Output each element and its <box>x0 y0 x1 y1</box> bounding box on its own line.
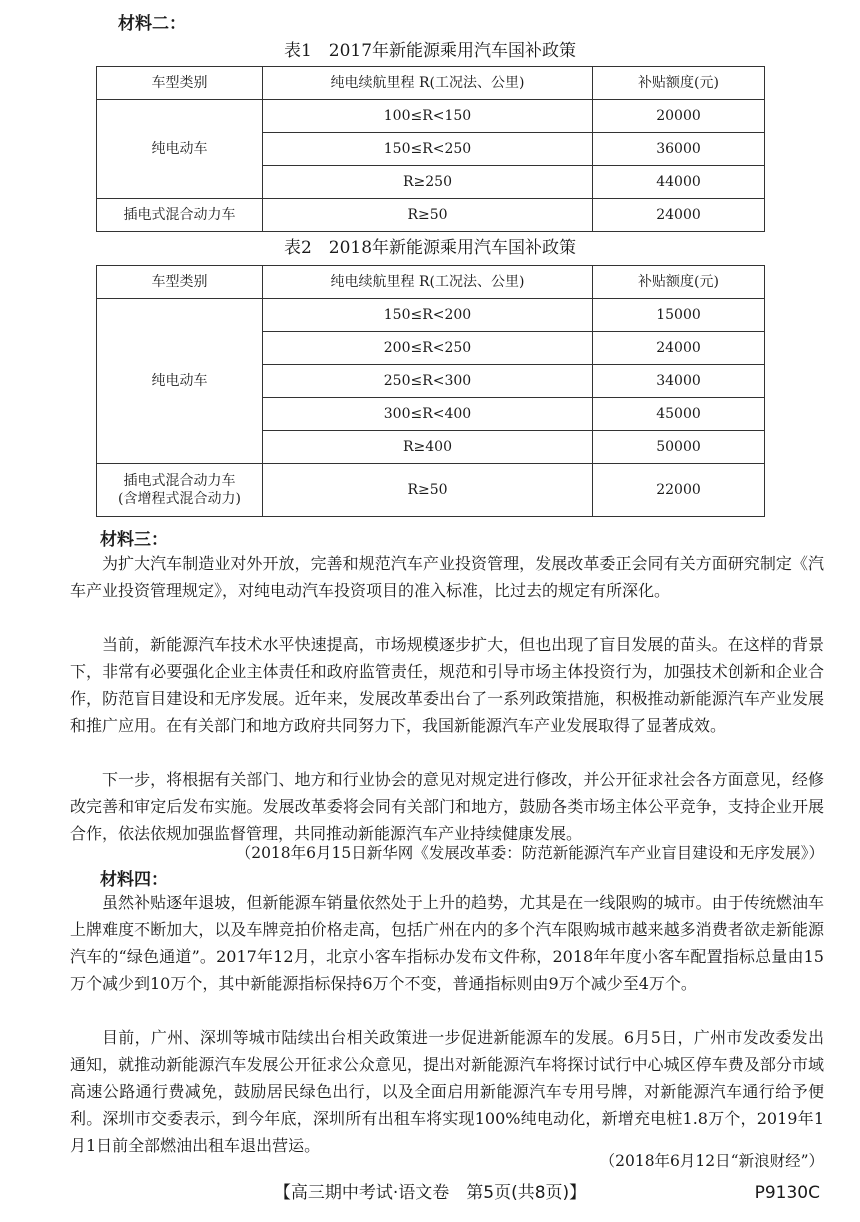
table1-header-row <box>97 67 765 100</box>
table2-bev-label: 纯电动车 <box>97 299 263 464</box>
table1-title: 表1 2017年新能源乘用汽车国补政策 <box>283 41 577 61</box>
table2-header-range: 纯电续航里程 R(工况法、公里) <box>263 266 593 299</box>
table2-range-cell: 150≤R<200 <box>263 299 593 332</box>
table1-range-cell: 150≤R<250 <box>263 133 593 166</box>
table2-range-cell: R≥50 <box>263 464 593 517</box>
material3-paragraph-1: 为扩大汽车制造业对外开放，完善和规范汽车产业投资管理，发展改革委正会同有关方面研究制定《汽车产业投资管理规定》，对纯电动汽车投资项目的准入标准，比过去的规定有所深化。 <box>70 554 824 600</box>
table2-range-cell: 300≤R<400 <box>263 398 593 431</box>
table1-range-cell: R≥50 <box>263 199 593 232</box>
material3-heading: 材料三： <box>100 530 168 550</box>
table-row <box>97 299 765 332</box>
table2-phev-label-line2: (含增程式混合动力) <box>118 491 241 507</box>
material3-paragraph-2: 当前，新能源汽车技术水平快速提高，市场规模逐步扩大，但也出现了盲目发展的苗头。在这样的背景下，非常有必要强化企业主体责任和政府监管责任，规范和引导市场主体投资行为，加强技术创新和企业合作，防范盲目建设和无序发展。近年来，发展改革委出台了一系列政策措施，积极推动新能源汽车产业发展和推广应用。在有关部门和地方政府共同努力下，我国新能源汽车产业发展取得了显著成效。 <box>70 635 824 735</box>
table2-header-amount: 补贴额度(元) <box>593 266 765 299</box>
material4-paragraph-1: 虽然补贴逐年退坡，但新能源车销量依然处于上升的趋势，尤其是在一线限购的城市。由于传统燃油车上牌难度不断加大，以及车牌竞拍价格走高，包括广州在内的多个汽车限购城市越来越多消费者欲走新能源汽车的“绿色通道”。2017年12月，北京小客车指标办发布文件称，2018年年度小客车配置指标总量由15万个减少到10万个，其中新能源指标保持6万个不变，普通指标则由9万个减少至4万个。 <box>70 893 824 993</box>
table2-amount-cell: 15000 <box>593 299 765 332</box>
table-row <box>97 199 765 232</box>
table1-range-cell: 100≤R<150 <box>263 100 593 133</box>
table1-amount-cell: 20000 <box>593 100 765 133</box>
table2-range-cell: 200≤R<250 <box>263 332 593 365</box>
table1-amount-cell: 36000 <box>593 133 765 166</box>
table-row <box>97 464 765 517</box>
table2-amount-cell: 50000 <box>593 431 765 464</box>
table1-range-cell: R≥250 <box>263 166 593 199</box>
material3-paragraph-3: 下一步，将根据有关部门、地方和行业协会的意见对规定进行修改，并公开征求社会各方面意见，经修改完善和审定后发布实施。发展改革委将会同有关部门和地方，鼓励各类市场主体公平竞争，支持企业开展合作，依法依规加强监督管理，共同推动新能源汽车产业持续健康发展。 <box>70 770 824 843</box>
table1-header-type: 车型类别 <box>97 67 263 100</box>
table2-amount-cell: 34000 <box>593 365 765 398</box>
table-row <box>97 100 765 133</box>
material3-source: （2018年6月15日新华网《发展改革委：防范新能源汽车产业盲目建设和无序发展》） <box>235 844 824 862</box>
table2-range-cell: 250≤R<300 <box>263 365 593 398</box>
paper-code: P9130C <box>754 1183 820 1203</box>
material4-heading: 材料四： <box>100 870 168 890</box>
table1-header-range: 纯电续航里程 R(工况法、公里) <box>263 67 593 100</box>
table2-range-cell: R≥400 <box>263 431 593 464</box>
table2-amount-cell: 24000 <box>593 332 765 365</box>
table1-amount-cell: 44000 <box>593 166 765 199</box>
material4-source: （2018年6月12日“新浪财经”） <box>599 1152 824 1170</box>
material2-heading: 材料二： <box>118 14 186 34</box>
table1 <box>96 66 765 232</box>
table2 <box>96 265 765 517</box>
table2-header-row <box>97 266 765 299</box>
page-footer: 【高三期中考试·语文卷 第5页(共8页)】 <box>273 1183 587 1203</box>
table2-amount-cell: 22000 <box>593 464 765 517</box>
table2-phev-label-line1: 插电式混合动力车 <box>123 473 236 489</box>
table2-amount-cell: 45000 <box>593 398 765 431</box>
table2-phev-label <box>97 464 263 517</box>
table1-amount-cell: 24000 <box>593 199 765 232</box>
table1-bev-label: 纯电动车 <box>97 100 263 199</box>
table1-phev-label: 插电式混合动力车 <box>97 199 263 232</box>
table2-title: 表2 2018年新能源乘用汽车国补政策 <box>283 238 577 258</box>
table1-header-amount: 补贴额度(元) <box>593 67 765 100</box>
material4-paragraph-2: 目前，广州、深圳等城市陆续出台相关政策进一步促进新能源车的发展。6月5日，广州市发改委发出通知，就推动新能源汽车发展公开征求公众意见，提出对新能源汽车将探讨试行中心城区停车费及部分市域高速公路通行费减免，鼓励居民绿色出行，以及全面启用新能源汽车专用号牌，对新能源汽车通行给予便利。深圳市交委表示，到今年底，深圳所有出租车将实现100%纯电动化，新增充电桩1.8万个，2019年1月1日前全部燃油出租车退出营运。 <box>70 1028 824 1155</box>
table2-header-type: 车型类别 <box>97 266 263 299</box>
